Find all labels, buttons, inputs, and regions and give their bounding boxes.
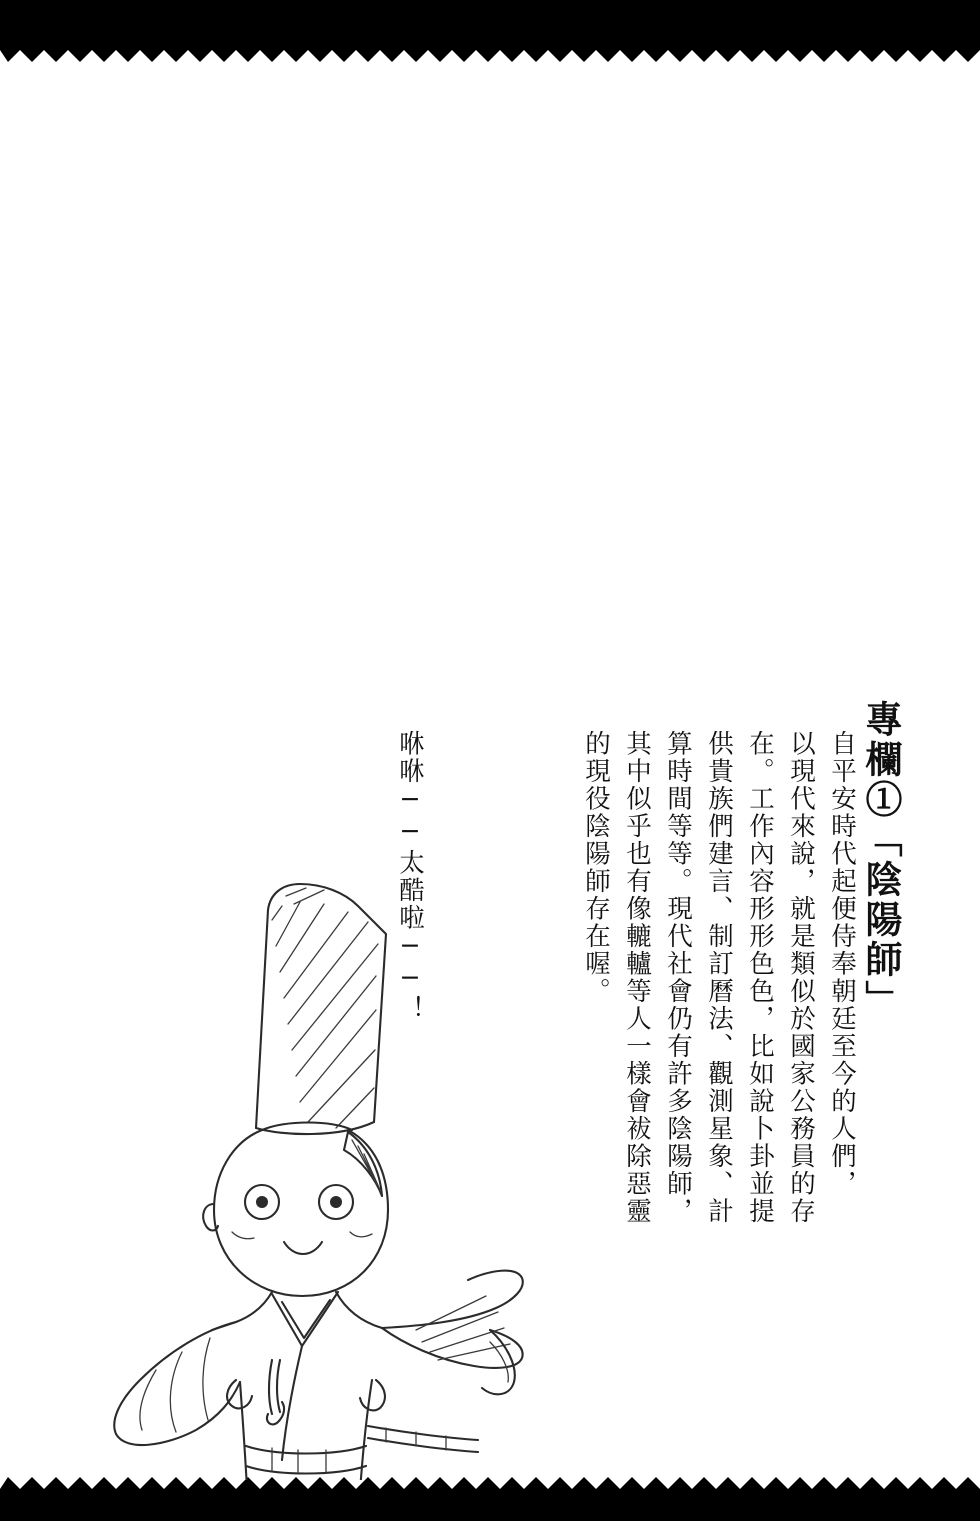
body-line-2: 以現代來說，就是類似於國家公務員的存 <box>786 730 816 1225</box>
eboshi-hat-icon <box>256 884 386 1134</box>
body-line-1: 自平安時代起便侍奉朝廷至今的人們， <box>827 730 857 1198</box>
body-line-7: 的現役陰陽師存在喔。 <box>581 730 611 1005</box>
onmyoji-boy-sketch <box>86 860 626 1480</box>
bottom-black-band <box>0 1491 980 1521</box>
body-line-3: 在。工作內容形形色色，比如說卜卦並提 <box>745 730 775 1225</box>
body-line-4: 供貴族們建言、制訂曆法、觀測星象、計 <box>704 730 734 1225</box>
robe-body <box>114 1271 523 1480</box>
top-black-band <box>0 0 980 48</box>
column-title: 專欄①「陰陽師」 <box>859 700 903 1020</box>
body-line-5: 算時間等等。現代社會仍有許多陰陽師， <box>663 730 693 1225</box>
sketch-svg <box>86 860 626 1480</box>
body-line-6: 其中似乎也有像轆轤等人一樣會袚除惡靈 <box>622 730 652 1225</box>
head <box>203 1123 388 1297</box>
column-closing-line: 咻咻──太酷啦──！ <box>395 730 425 1023</box>
top-torn-edge <box>0 48 980 64</box>
